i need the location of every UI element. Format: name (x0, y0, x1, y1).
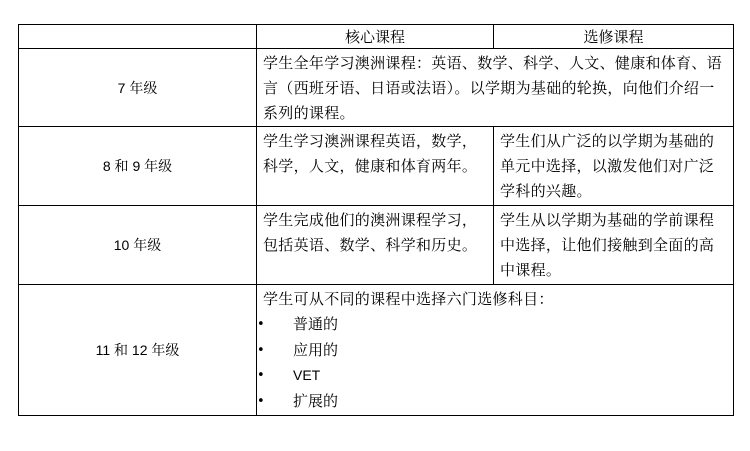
core-description: 学生学习澳洲课程英语，数学，科学，人文，健康和体育两年。 (263, 132, 478, 175)
table-header-row (19, 25, 734, 49)
elective-cell (494, 127, 734, 206)
header-empty-cell (19, 25, 257, 49)
core-cell (257, 127, 494, 206)
table-row-year-7 (19, 49, 734, 127)
header-core-courses: 核心课程 (257, 25, 494, 49)
elective-intro: 学生可从不同的课程中选择六门选修科目： (263, 290, 554, 308)
table-row-year-10 (19, 206, 734, 285)
core-description: 学生完成他们的澳洲课程学习，包括英语、数学、科学和历史。 (263, 211, 478, 254)
list-item (257, 312, 733, 338)
curriculum-table (18, 24, 734, 416)
list-item (257, 338, 733, 364)
table-row-year-8-9 (19, 127, 734, 206)
option-label: 普通的 (293, 315, 339, 333)
core-cell (257, 206, 494, 285)
year-label: 8 和 9 年级 (19, 127, 257, 206)
bullet-icon: • (257, 368, 265, 383)
bullet-icon: • (257, 342, 265, 358)
core-cell (257, 49, 734, 127)
year-label: 11 和 12 年级 (19, 285, 257, 416)
option-label: VET (293, 367, 321, 383)
year-label: 10 年级 (19, 206, 257, 285)
elective-description: 学生从以学期为基础的学前课程中选择，让他们接触到全面的高中课程。 (500, 211, 715, 279)
elective-description: 学生们从广泛的以学期为基础的单元中选择，以激发他们对广泛学科的兴趣。 (500, 132, 715, 200)
list-item (257, 389, 733, 415)
elective-cell (494, 206, 734, 285)
core-description: 学生全年学习澳洲课程：英语、数学、科学、人文、健康和体育、语言（西班牙语、日语或法语）。以学期为基础的轮换，向他们介绍一系列的课程。 (263, 54, 723, 122)
course-options-list (257, 312, 733, 414)
list-item (257, 363, 733, 389)
bullet-icon: • (257, 317, 265, 332)
core-cell (257, 285, 734, 416)
option-label: 扩展的 (293, 391, 339, 410)
option-label: 应用的 (293, 340, 339, 359)
bullet-icon: • (257, 393, 265, 409)
header-elective-courses: 选修课程 (494, 25, 734, 49)
table-row-year-11-12 (19, 285, 734, 416)
year-label: 7 年级 (19, 49, 257, 127)
